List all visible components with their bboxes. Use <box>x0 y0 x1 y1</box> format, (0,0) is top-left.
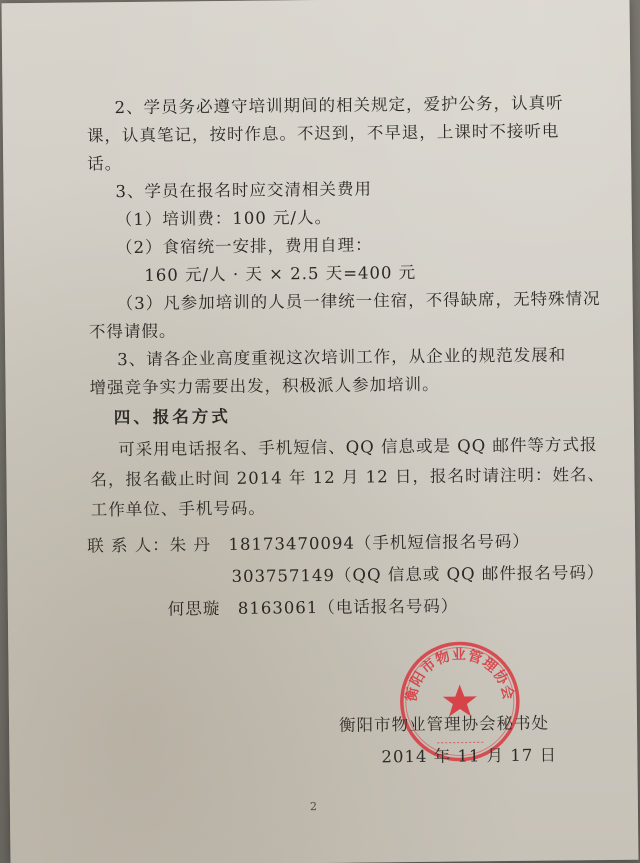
section-heading: 四、报名方式 <box>113 406 231 428</box>
signature-organization: 衡阳市物业管理协会秘书处 <box>338 713 550 735</box>
registration-line: 工作单位、手机号码。 <box>90 498 266 520</box>
page-number: 2 <box>309 800 318 814</box>
contact-line: 何思璇 8163061（电话报名号码） <box>167 596 459 619</box>
contact-line: 303757149（QQ 信息或 QQ 邮件报名号码） <box>231 563 605 586</box>
paragraph-line: 增强竞争实力需要出发，积极派人参加培训。 <box>89 374 440 398</box>
paragraph-line: 3、请各企业高度重视这次培训工作，从企业的规范发展和 <box>117 345 567 370</box>
registration-line: 名，报名截止时间 2014 年 12 月 12 日，报名时请注明：姓名、 <box>90 465 606 490</box>
document-page <box>1 0 638 863</box>
seal-text: 衡阳市物业管理协会 <box>403 647 517 703</box>
paragraph-line: 课，认真笔记，按时作息。不迟到，不早退，上课时不接听电 <box>86 121 560 146</box>
paragraph-line: 160 元/人 · 天 × 2.5 天=400 元 <box>144 262 417 285</box>
paragraph-line: （3）凡参加培训的人员一律统一住宿，不得缺席，无特殊情况 <box>116 289 601 314</box>
paragraph-line: 3、学员在报名时应交清相关费用 <box>115 179 373 202</box>
paragraph-line: 不得请假。 <box>88 321 177 342</box>
paragraph-line: （2）食宿统一安排，费用自理： <box>115 235 373 258</box>
signature-date: 2014 年 11 月 17 日 <box>381 745 558 767</box>
registration-line: 可采用电话报名、手机短信、QQ 信息或是 QQ 邮件等方式报 <box>118 435 598 460</box>
paragraph-line: 话。 <box>87 154 123 174</box>
paragraph-line: （1）培训费：100 元/人。 <box>115 207 333 230</box>
contact-line: 联 系 人：朱 丹 18173470094（手机短信报名号码） <box>87 531 530 556</box>
paragraph-line: 2、学员务必遵守培训期间的相关规定，爱护公务，认真听 <box>114 93 564 118</box>
